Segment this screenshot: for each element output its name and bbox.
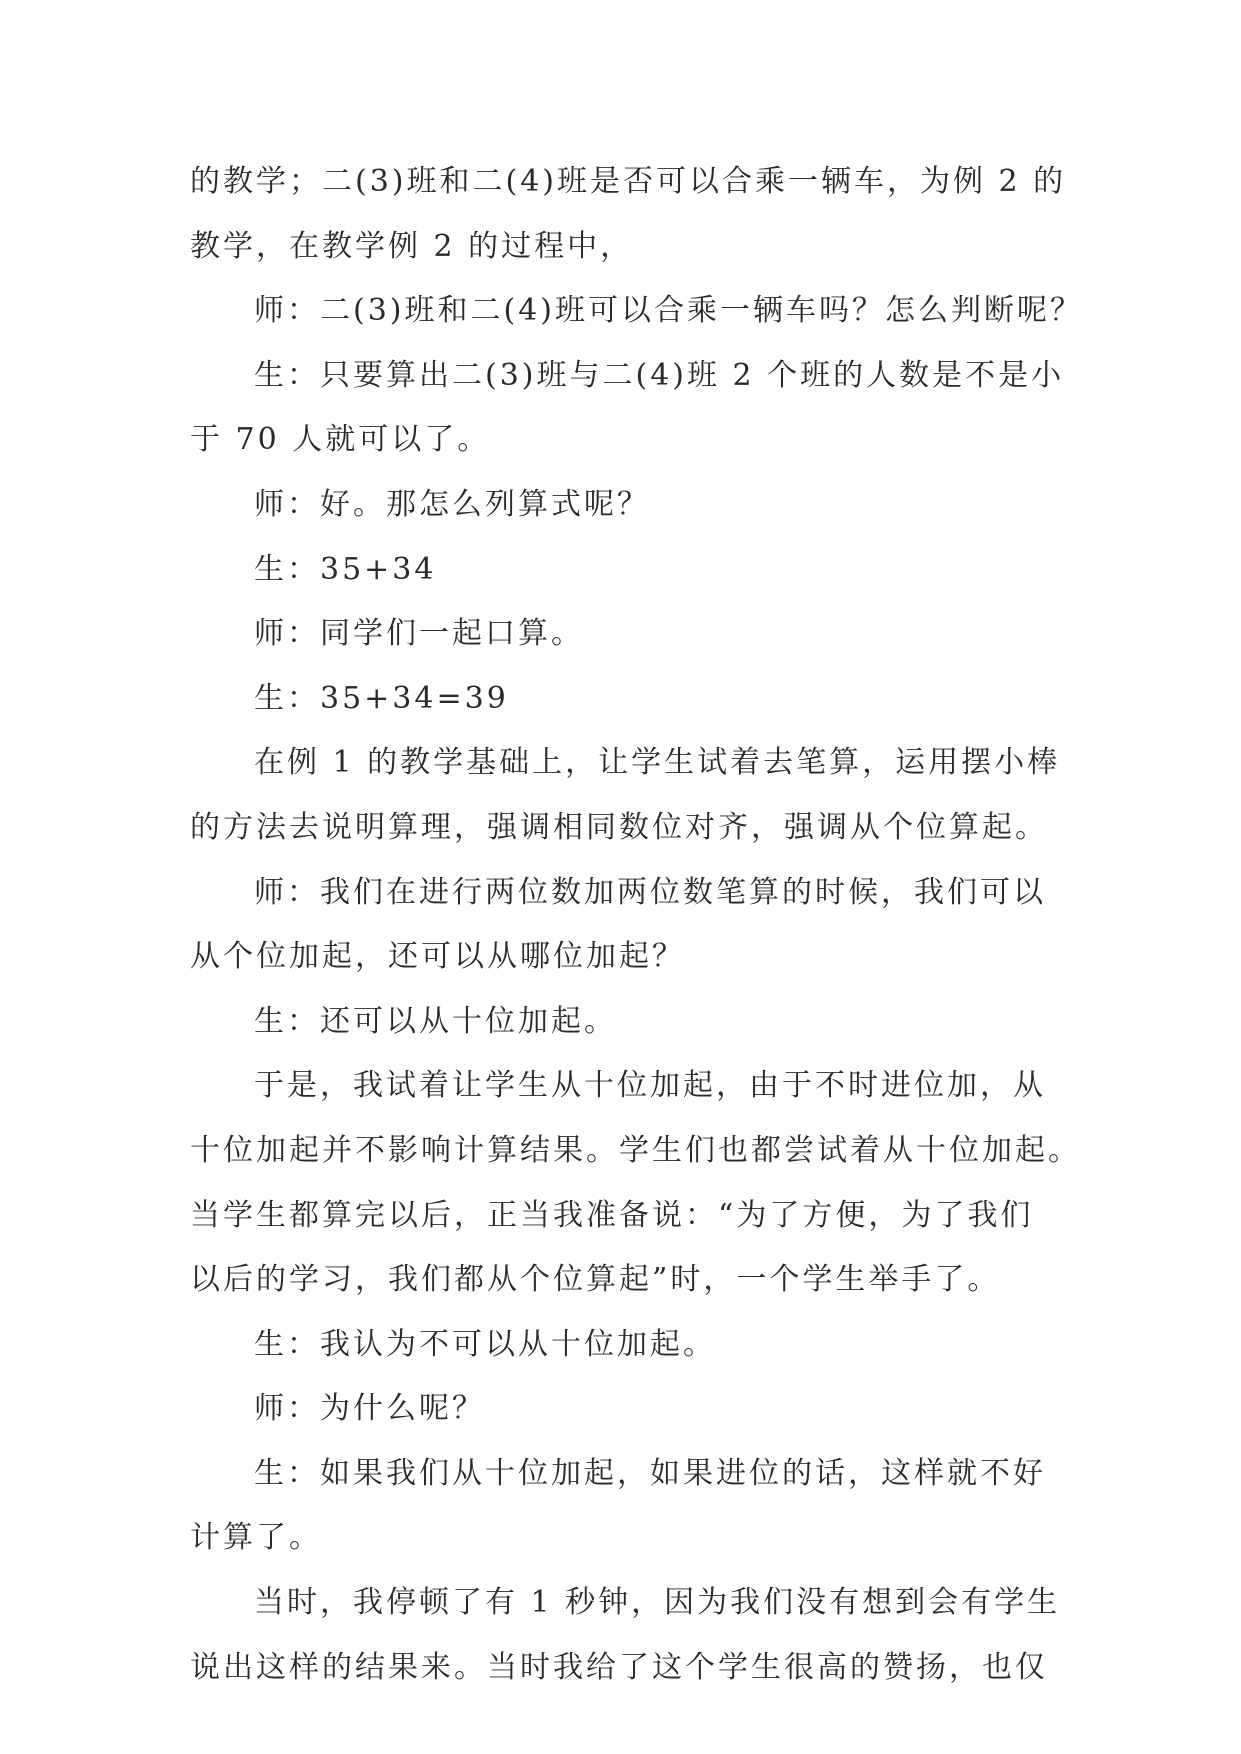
- text-line: 师：好。那怎么列算式呢？: [254, 486, 650, 522]
- text-line: 的教学；二(3)班和二(4)班是否可以合乘一辆车，为例 2 的: [190, 164, 1067, 199]
- text-line: 以后的学习，我们都从个位算起”时，一个学生举手了。: [190, 1262, 1001, 1298]
- text-line: 当时，我停顿了有 1 秒钟，因为我们没有想到会有学生: [254, 1585, 1061, 1621]
- text-line: 教学，在教学例 2 的过程中，: [190, 228, 634, 264]
- text-line: 从个位加起，还可以从哪位加起？: [190, 939, 685, 975]
- text-line: 生：如果我们从十位加起，如果进位的话，这样就不好: [254, 1455, 1046, 1491]
- text-line: 在例 1 的教学基础上，让学生试着去笔算，运用摆小棒: [254, 745, 1061, 781]
- text-line: 师：为什么呢？: [254, 1391, 485, 1427]
- text-line: 师：同学们一起口算。: [254, 616, 584, 652]
- text-line: 师：我们在进行两位数加两位数笔算的时候，我们可以: [254, 874, 1046, 910]
- text-line: 当学生都算完以后，正当我准备说：“为了方便，为了我们: [190, 1197, 1034, 1233]
- text-line: 于是，我试着让学生从十位加起，由于不时进位加，从: [254, 1068, 1046, 1104]
- text-line: 于 70 人就可以了。: [190, 422, 491, 458]
- text-line: 生：35+34=39: [254, 680, 509, 716]
- text-line: 说出这样的结果来。当时我给了这个学生很高的赞扬，也仅: [190, 1649, 1048, 1685]
- text-line: 生：35+34: [254, 551, 437, 587]
- text-line: 的方法去说明算理，强调相同数位对齐，强调从个位算起。: [190, 809, 1048, 845]
- document-body: [190, 150, 1083, 1700]
- text-line: 生：还可以从十位加起。: [254, 1003, 617, 1039]
- text-line: 十位加起并不影响计算结果。学生们也都尝试着从十位加起。: [190, 1132, 1081, 1168]
- text-line: 师：二(3)班和二(4)班可以合乘一辆车吗？怎么判断呢？: [254, 293, 1083, 329]
- text-line: 生：我认为不可以从十位加起。: [254, 1326, 716, 1362]
- text-line: 计算了。: [190, 1520, 322, 1556]
- text-line: 生：只要算出二(3)班与二(4)班 2 个班的人数是不是小: [254, 357, 1065, 393]
